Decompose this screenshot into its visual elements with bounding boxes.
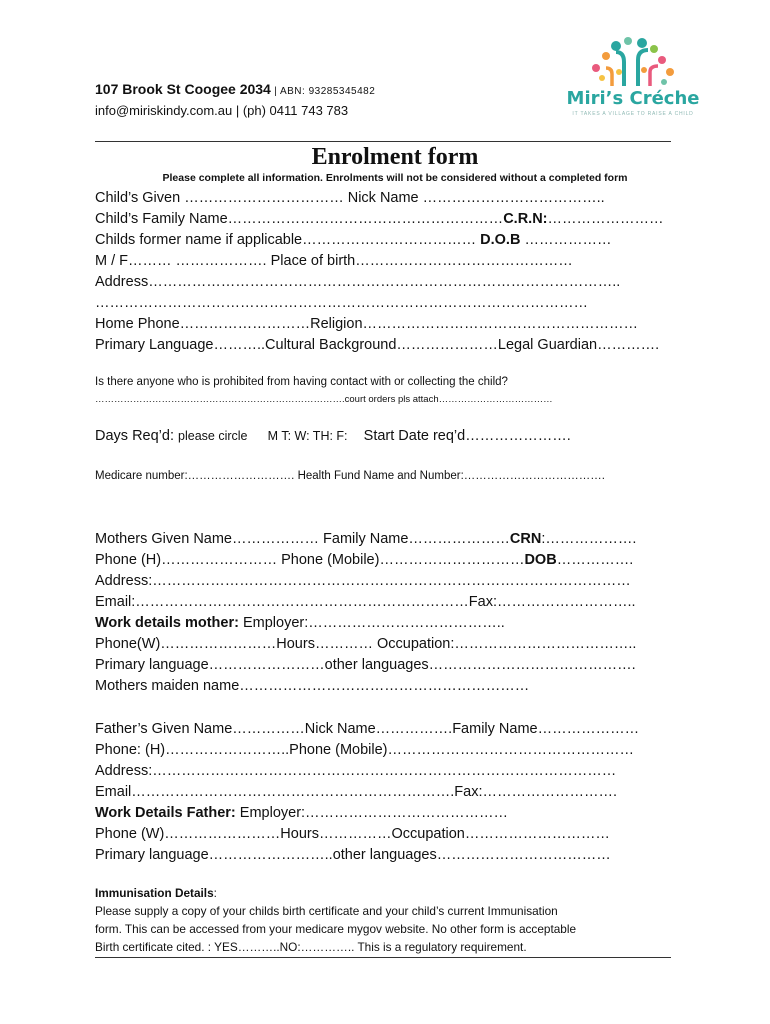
mother-employer-blank: Employer:………………………………….. <box>238 615 505 631</box>
footer-divider <box>95 957 671 958</box>
child-language-culture-guardian-field[interactable]: Primary Language………..Cultural Background…………………Legal Guardian…………. <box>95 337 660 353</box>
abn-number: ABN: 93285345482 <box>279 86 376 97</box>
form-instructions: Please complete all information. Enrolments will not be considered without a completed form <box>162 172 628 184</box>
mother-phone-field[interactable] <box>95 550 633 570</box>
mother-phone-label: Phone (H)…………………… Phone (Mobile)………………………… <box>95 552 525 568</box>
days-circle-instruction: please circle <box>178 429 248 443</box>
child-family-name-label: Child’s Family Name………………………………………………… <box>95 211 504 227</box>
header-divider <box>95 141 671 142</box>
child-given-name-field[interactable]: Child’s Given …………………………… Nick Name ……………………………….. <box>95 190 605 206</box>
child-crn-label: C.R.N: <box>503 211 548 227</box>
child-crn-blank: …………………… <box>547 211 664 227</box>
prohibited-contact-question: Is there anyone who is prohibited from having contact with or collecting the child? <box>95 376 508 388</box>
father-phone-field[interactable]: Phone: (H)……………………..Phone (Mobile)…………………………………………… <box>95 742 634 758</box>
days-required-row <box>95 426 571 446</box>
days-required-label: Days Req’d: <box>95 428 179 444</box>
father-work-details-label: Work Details Father: <box>95 805 236 821</box>
father-email-fax-field[interactable]: Email………………………………………………………….Fax:………………………. <box>95 784 618 800</box>
mother-address-field[interactable]: Address:……………………………………………………………………………………… <box>95 573 631 589</box>
father-employer-blank: Employer:…………………………………… <box>235 805 509 821</box>
organisation-address <box>95 80 375 120</box>
mother-dob-blank: ……………. <box>556 552 634 568</box>
form-title: Enrolment form <box>311 144 479 170</box>
child-dob-blank: ……………… <box>520 232 612 248</box>
child-address-line2-field[interactable]: ………………………………………………………………………………………… <box>95 295 588 311</box>
father-work-phone-field[interactable]: Phone (W)……………………Hours……………Occupation………………………… <box>95 826 610 842</box>
mother-work-details-field[interactable] <box>95 613 505 633</box>
abn-separator: | <box>270 86 280 97</box>
mother-language-field[interactable]: Primary language……………………other languages……………………………………. <box>95 657 636 673</box>
child-former-name-label: Childs former name if applicable……………………………… <box>95 232 481 248</box>
father-work-details-field[interactable] <box>95 803 508 823</box>
street-address: 107 Brook St Coogee 2034 <box>95 81 271 97</box>
immunisation-text-line2: form. This can be accessed from your medicare mygov website. No other form is acceptable <box>95 922 577 936</box>
birth-certificate-cited-field[interactable]: Birth certificate cited. : YES………..NO:………….. This is a regulatory requirement. <box>95 940 527 954</box>
mother-maiden-name-field[interactable]: Mothers maiden name…………………………………………………… <box>95 678 530 694</box>
immunisation-heading-colon: : <box>213 886 217 900</box>
day-options[interactable]: M T: W: TH: F: <box>267 429 348 443</box>
start-date-field[interactable]: Start Date req’d…………………. <box>363 428 571 444</box>
medicare-health-fund-field[interactable]: Medicare number:………………………. Health Fund Name and Number:………………………………. <box>95 470 605 482</box>
prohibited-contact-answer-line[interactable]: …………………………………………………………………….court orders pls attach……………………………… <box>95 394 553 405</box>
mother-dob-label: DOB <box>524 552 557 568</box>
father-given-name-field[interactable]: Father’s Given Name……………Nick Name…………….Family Name………………… <box>95 721 640 737</box>
child-family-name-field[interactable] <box>95 209 664 229</box>
mother-name-label: Mothers Given Name……………… Family Name………………… <box>95 531 510 547</box>
immunisation-heading: Immunisation Details <box>95 886 214 900</box>
mother-crn-label: CRN <box>509 531 542 547</box>
mother-email-fax-field[interactable]: Email:……………………………………………………………Fax:……………………….. <box>95 594 636 610</box>
father-address-field[interactable]: Address:…………………………………………………………………………………… <box>95 763 617 779</box>
child-former-name-field[interactable] <box>95 230 611 250</box>
mother-work-phone-field[interactable]: Phone(W)……………………Hours………… Occupation:……………………………….. <box>95 636 637 652</box>
logo-tagline: IT TAKES A VILLAGE TO RAISE A CHILD <box>572 111 694 117</box>
contact-details: info@miriskindy.com.au | (ph) 0411 743 783 <box>95 103 349 118</box>
child-address-field[interactable]: Address…………………………………………………………………………………….. <box>95 274 621 290</box>
mother-given-name-field[interactable] <box>95 529 636 549</box>
immunisation-section <box>95 884 685 956</box>
immunisation-text-line1: Please supply a copy of your childs birth certificate and your child’s current Immunisation <box>95 904 558 918</box>
father-language-field[interactable]: Primary language……………………..other languages……………………………… <box>95 847 611 863</box>
child-dob-label: D.O.B <box>480 232 521 248</box>
mother-work-details-label: Work details mother: <box>95 615 239 631</box>
child-sex-birthplace-field[interactable]: M / F……… ………………. Place of birth……………………………………… <box>95 253 573 269</box>
logo-wordmark: Miri’s Créche <box>566 88 700 109</box>
child-home-phone-religion-field[interactable]: Home Phone………………………Religion………………………………………………… <box>95 316 639 332</box>
mother-crn-blank: :………………. <box>541 531 637 547</box>
